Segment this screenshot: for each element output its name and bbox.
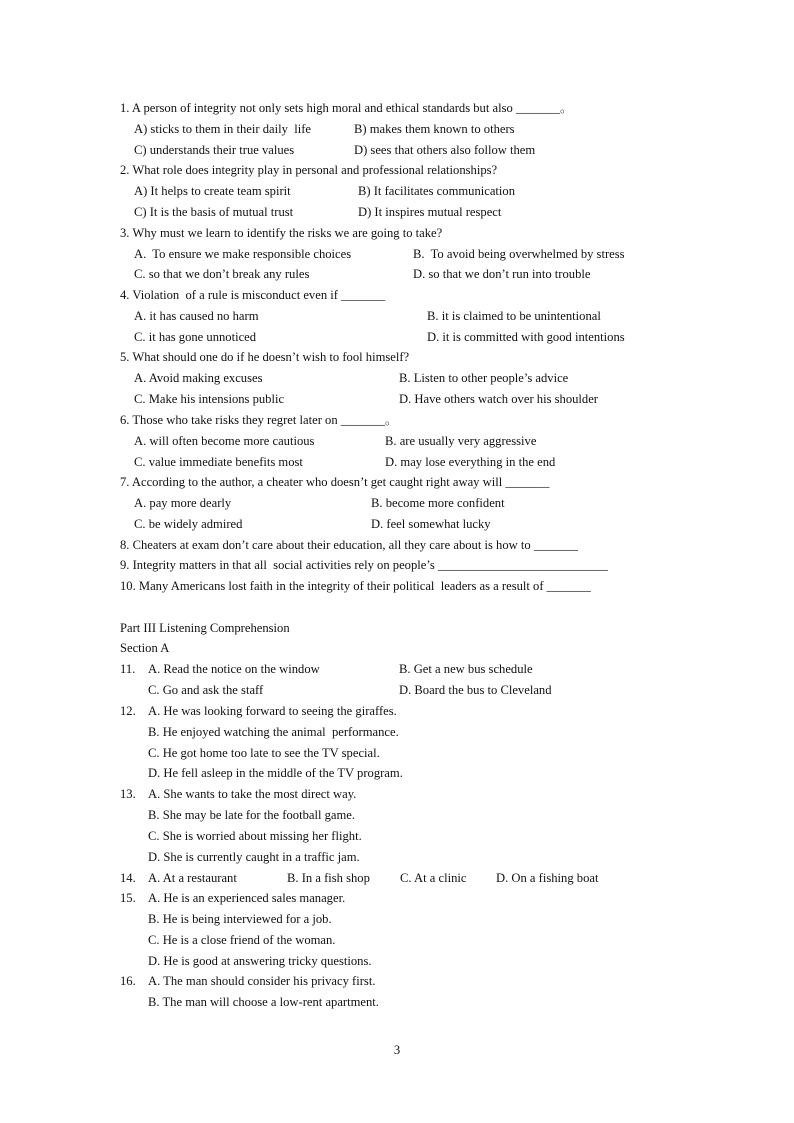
part-heading: Part III Listening Comprehension [120,621,290,635]
question-14-option-d: D. On a fishing boat [496,871,599,885]
question-11-option-d: D. Board the bus to Cleveland [399,683,552,697]
question-12-option-c: C. He got home too late to see the TV special. [148,746,380,760]
question-15-option-b: B. He is being interviewed for a job. [148,912,332,926]
question-5-stem: 5. What should one do if he doesn’t wish to fool himself? [120,350,410,364]
question-3-option-a: A. To ensure we make responsible choices [134,247,352,261]
question-15-option-a: A. He is an experienced sales manager. [148,891,346,905]
question-7-option-d: D. feel somewhat lucky [371,517,491,531]
question-13-option-a: A. She wants to take the most direct way. [148,787,357,801]
question-2-stem: 2. What role does integrity play in personal and professional relationships? [120,163,498,177]
question-16-option-a: A. The man should consider his privacy first. [148,974,376,988]
question-4-option-b: B. it is claimed to be unintentional [427,309,601,323]
question-15-option-c: C. He is a close friend of the woman. [148,933,336,947]
question-13-number: 13. [120,787,136,801]
question-4-option-d: D. it is committed with good intentions [427,330,625,344]
question-3-option-b: B. To avoid being overwhelmed by stress [413,247,625,261]
question-14-option-a: A. At a restaurant [148,871,237,885]
question-12-option-d: D. He fell asleep in the middle of the TV program. [148,766,403,780]
question-8: 8. Cheaters at exam don’t care about their education, all they care about is how to _______ [120,538,578,552]
question-3-option-d: D. so that we don’t run into trouble [413,267,591,281]
question-16-option-b: B. The man will choose a low-rent apartment. [148,995,379,1009]
question-6-option-d: D. may lose everything in the end [385,455,556,469]
question-13-option-b: B. She may be late for the football game. [148,808,356,822]
question-4-stem: 4. Violation of a rule is misconduct even if _______ [120,288,386,302]
question-3-option-c: C. so that we don’t break any rules [134,267,310,281]
question-4-option-a: A. it has caused no harm [134,309,259,323]
question-6-option-b: B. are usually very aggressive [385,434,537,448]
question-2-option-c: C) It is the basis of mutual trust [134,205,294,219]
question-1-option-c: C) understands their true values [134,143,295,157]
question-11-option-b: B. Get a new bus schedule [399,662,533,676]
question-11-number: 11. [120,662,136,676]
question-5-option-d: D. Have others watch over his shoulder [399,392,598,406]
question-3-stem: 3. Why must we learn to identify the risks we are going to take? [120,226,443,240]
question-7-option-b: B. become more confident [371,496,505,510]
question-6-option-c: C. value immediate benefits most [134,455,303,469]
question-13-option-d: D. She is currently caught in a traffic jam. [148,850,360,864]
question-6-option-a: A. will often become more cautious [134,434,315,448]
question-1-option-a: A) sticks to them in their daily life [134,122,311,136]
question-15-option-d: D. He is good at answering tricky questions. [148,954,372,968]
question-7-option-a: A. pay more dearly [134,496,232,510]
question-7-option-c: C. be widely admired [134,517,243,531]
question-5-option-b: B. Listen to other people’s advice [399,371,569,385]
question-1-stem: 1. A person of integrity not only sets high moral and ethical standards but also _______。 [120,101,573,115]
question-5-option-a: A. Avoid making excuses [134,371,263,385]
question-16-number: 16. [120,974,136,988]
question-14-option-b: B. In a fish shop [287,871,370,885]
section-heading: Section A [120,641,170,655]
question-10: 10. Many Americans lost faith in the integrity of their political leaders as a result of _______ [120,579,591,593]
question-13-option-c: C. She is worried about missing her flight. [148,829,362,843]
question-7-stem: 7. According to the author, a cheater who doesn’t get caught right away will _______ [120,475,550,489]
question-14-option-c: C. At a clinic [400,871,467,885]
question-14-number: 14. [120,871,136,885]
page-number: 3 [393,1043,401,1057]
question-12-number: 12. [120,704,136,718]
question-15-number: 15. [120,891,136,905]
question-4-option-c: C. it has gone unnoticed [134,330,257,344]
question-1-option-b: B) makes them known to others [354,122,515,136]
question-11-option-c: C. Go and ask the staff [148,683,264,697]
question-11-option-a: A. Read the notice on the window [148,662,320,676]
question-2-option-a: A) It helps to create team spirit [134,184,291,198]
question-6-stem: 6. Those who take risks they regret later on _______。 [120,413,398,427]
question-2-option-d: D) It inspires mutual respect [358,205,502,219]
question-12-option-a: A. He was looking forward to seeing the giraffes. [148,704,397,718]
question-9: 9. Integrity matters in that all social activities rely on people’s ___________________________ [120,558,608,572]
question-12-option-b: B. He enjoyed watching the animal performance. [148,725,399,739]
question-5-option-c: C. Make his intensions public [134,392,285,406]
question-1-option-d: D) sees that others also follow them [354,143,536,157]
question-2-option-b: B) It facilitates communication [358,184,516,198]
